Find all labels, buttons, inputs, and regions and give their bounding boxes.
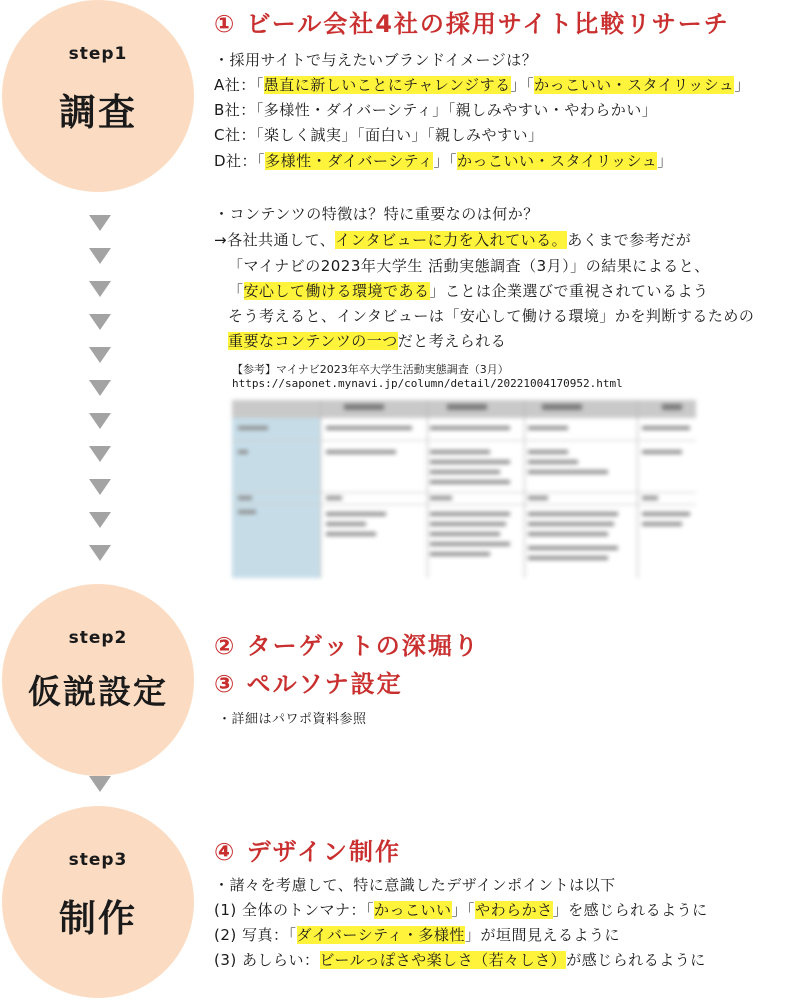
- step2-label: step2: [68, 628, 128, 648]
- company-d-line: [214, 150, 673, 171]
- step1-circle: [2, 0, 194, 192]
- section1-heading: ① ビール会社4社の採用サイト比較リサーチ: [214, 10, 730, 38]
- content-line-1-post: あくまで参考だが: [567, 231, 692, 249]
- arrow-column-1: [89, 215, 111, 578]
- table-header: [232, 400, 696, 418]
- section3-heading: ④ デザイン制作: [214, 838, 401, 866]
- design-point-3-post: が感じられるように: [566, 951, 706, 969]
- content-line-3-post: 」ことは企業選びで重視されているよう: [429, 282, 709, 300]
- content-line-1: [214, 229, 691, 250]
- section2-heading-target: ② ターゲットの深堀り: [214, 632, 480, 660]
- step1-name: 調査: [59, 91, 137, 134]
- company-a-line: [214, 74, 750, 95]
- design-point-2: [214, 924, 620, 945]
- down-arrow-icon: [89, 446, 111, 462]
- down-arrow-icon: [89, 413, 111, 429]
- design-point-3-pre: (3) あしらい：: [214, 951, 320, 969]
- down-arrow-icon: [89, 215, 111, 231]
- down-arrow-icon: [89, 512, 111, 528]
- step2-circle: [2, 584, 194, 776]
- content-line-4: そう考えると、インタビューは「安心して働ける環境」かを判断するための: [228, 307, 755, 325]
- down-arrow-icon: [89, 248, 111, 264]
- design-point-1-post: 」を感じられるように: [552, 901, 708, 919]
- down-arrow-icon: [89, 281, 111, 297]
- down-arrow-icon: [89, 380, 111, 396]
- company-d-post: 」: [657, 152, 673, 170]
- company-c-line: C社：「楽しく誠実」「面白い」「親しみやすい」: [214, 126, 544, 144]
- design-point-3: [214, 949, 706, 970]
- design-point-1-highlight-1: かっこいい: [374, 901, 452, 919]
- design-point-1: [214, 899, 708, 920]
- company-d-pre: D社：「: [214, 152, 266, 170]
- design-point-2-pre: (2) 写真：「: [214, 926, 297, 944]
- company-d-highlight-1: 多様性・ダイバーシティ: [265, 152, 434, 170]
- step3-circle: [2, 806, 194, 998]
- content-line-5-highlight: 重要なコンテンツの一つ: [228, 332, 398, 350]
- section2-heading-persona: ③ ペルソナ設定: [214, 670, 403, 698]
- design-point-1-mid: 」「: [451, 901, 476, 919]
- step2-name: 仮説設定: [28, 672, 168, 711]
- reference-url[interactable]: https://saponet.mynavi.jp/column/detail/20221004170952.html: [232, 377, 623, 390]
- content-line-5: [228, 330, 506, 351]
- design-point-2-highlight: ダイバーシティ・多様性: [296, 926, 465, 944]
- reference-title: 【参考】マイナビ2023年卒大学生活動実態調査（3月）: [232, 363, 509, 376]
- company-b-line: B社：「多様性・ダイバーシティ」「親しみやすい・やわらかい」: [214, 101, 658, 119]
- down-arrow-icon: [89, 479, 111, 495]
- company-a-highlight-1: 愚直に新しいことにチャレンジする: [263, 76, 511, 94]
- section1-question-content: ・コンテンツの特徴は？特に重要なのは何か？: [214, 205, 539, 223]
- content-line-5-post: だと考えられる: [397, 332, 507, 350]
- section2-note: ・詳細はパワポ資料参照: [218, 712, 367, 727]
- company-a-highlight-2: かっこいい・スタイリッシュ: [534, 76, 735, 94]
- design-point-1-pre: (1) 全体のトンマナ：「: [214, 901, 375, 919]
- down-arrow-icon: [89, 776, 111, 792]
- content-line-3-highlight: 安心して働ける環境である: [243, 282, 430, 300]
- step3-label: step3: [68, 850, 128, 870]
- content-line-2: 「マイナビの2023年大学生 活動実態調査（3月）」の結果によると、: [228, 257, 710, 275]
- section3-intro: ・諸々を考慮して、特に意識したデザインポイントは以下: [214, 876, 616, 894]
- blurred-comparison-table: [232, 400, 696, 578]
- content-line-1-highlight: インタビューに力を入れている。: [335, 231, 568, 249]
- design-point-1-highlight-2: やわらかさ: [475, 901, 553, 919]
- down-arrow-icon: [89, 545, 111, 561]
- company-a-mid: 」「: [510, 76, 535, 94]
- company-d-highlight-2: かっこいい・スタイリッシュ: [456, 152, 658, 170]
- content-line-3-pre: 「: [228, 282, 244, 300]
- content-line-1-pre: →各社共通して、: [214, 231, 336, 249]
- down-arrow-icon: [89, 347, 111, 363]
- down-arrow-icon: [89, 314, 111, 330]
- content-line-3: [228, 280, 709, 301]
- company-d-mid: 」「: [433, 152, 457, 170]
- company-a-pre: A社：「: [214, 76, 264, 94]
- step1-label: step1: [68, 44, 128, 64]
- design-point-2-post: 」が垣間見えるように: [464, 926, 620, 944]
- company-a-post: 」: [734, 76, 750, 94]
- design-point-3-highlight: ビールっぽさや楽しさ（若々しさ）: [319, 951, 567, 969]
- step3-name: 制作: [59, 897, 137, 940]
- section1-question-brand: ・採用サイトで与えたいブランドイメージは？: [214, 51, 538, 69]
- arrow-column-2: [89, 776, 111, 809]
